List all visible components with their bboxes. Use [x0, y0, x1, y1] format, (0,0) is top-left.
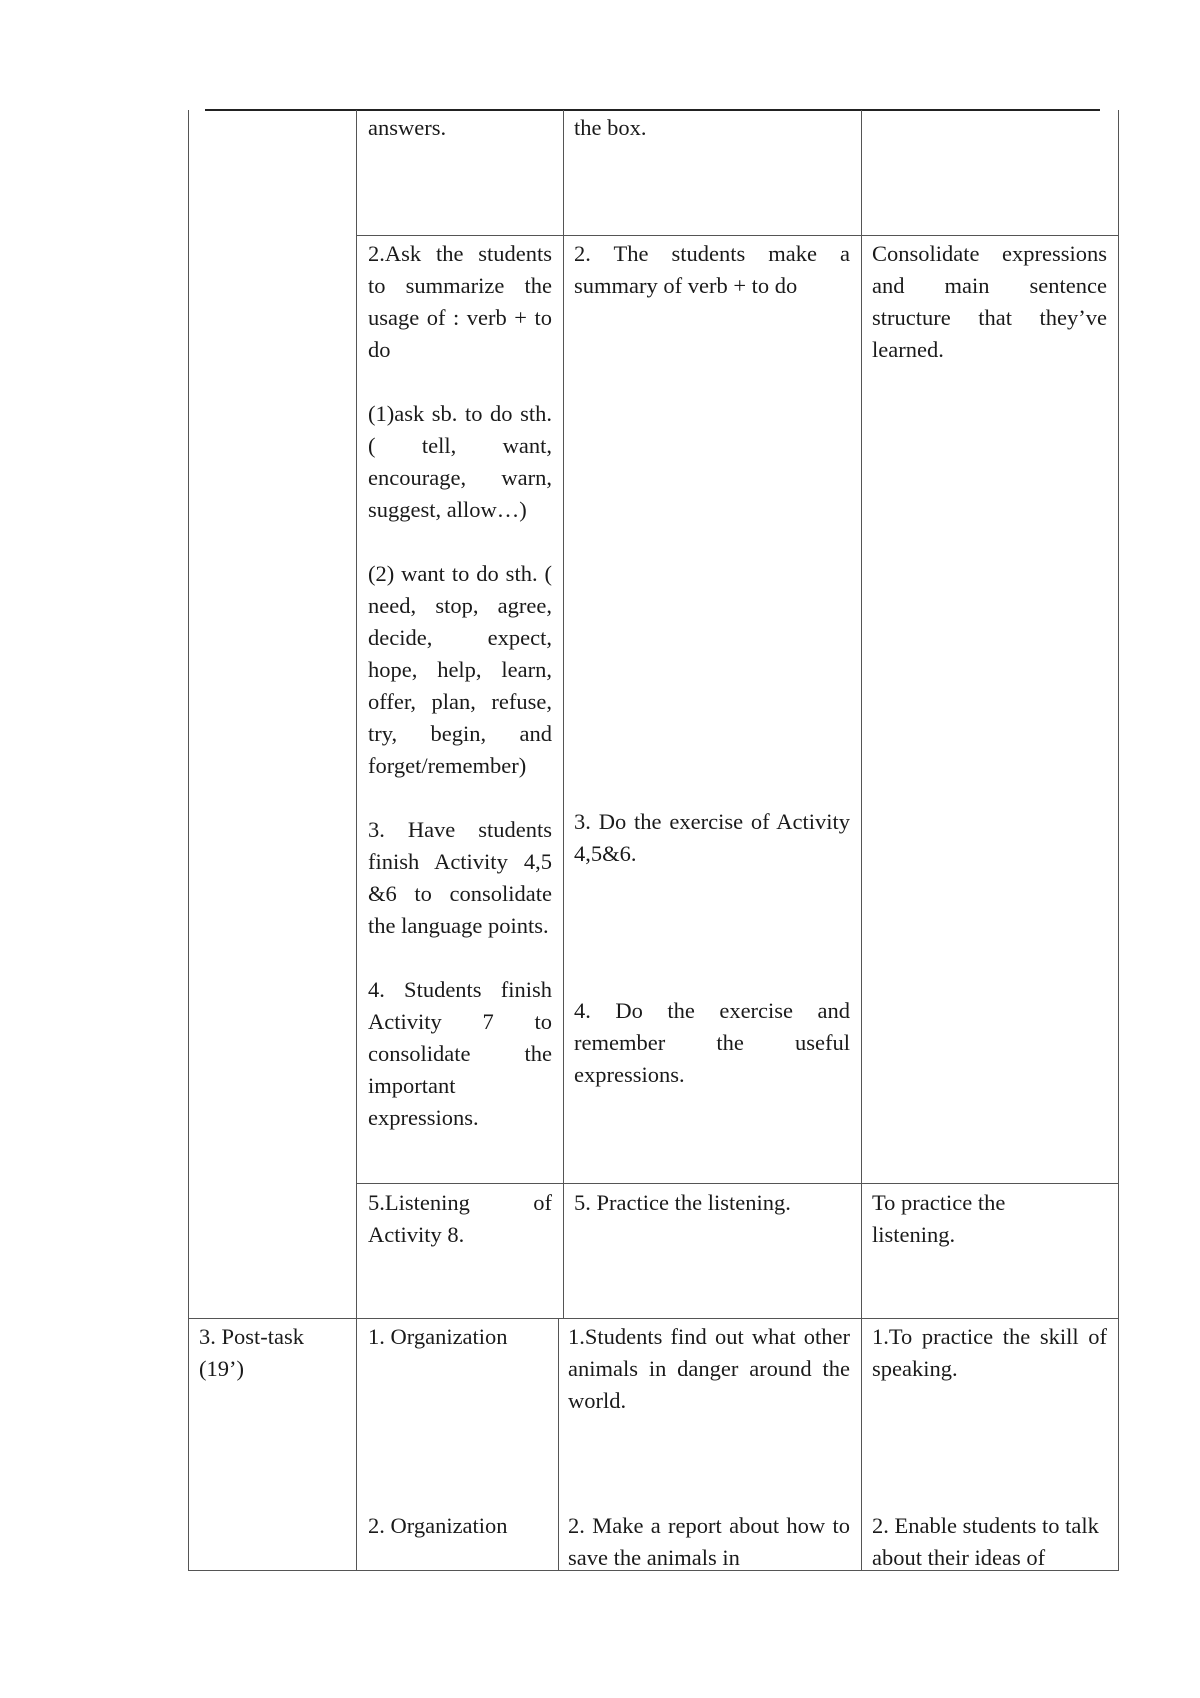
- cell-text: the box.: [574, 115, 647, 140]
- teacher-step: 1. Organization: [368, 1324, 508, 1349]
- cell-text: 5. Practice the listening.: [574, 1190, 791, 1215]
- stage-label: 3. Post-task (19’): [199, 1324, 305, 1381]
- teacher-step: (2) want to do sth. ( need, stop, agree, decide, expect, hope, help, learn, offer, plan, refuse, try, begin, and forget/remember): [368, 561, 552, 778]
- purpose-cell: [872, 1510, 1112, 1574]
- purpose-text: 2. Enable students to talk about their ideas of: [872, 1513, 1099, 1570]
- cell-text: answers.: [368, 115, 447, 140]
- purpose-cell: [872, 1321, 1107, 1385]
- row-rule-1: [356, 235, 1119, 236]
- student-step: 3. Do the exercise of Activity 4,5&6.: [574, 809, 850, 866]
- table-left-border: [188, 110, 189, 1571]
- purpose-text: Consolidate expressions and main sentence structure that they’ve learned.: [872, 241, 1107, 362]
- student-activity-cell: [574, 112, 850, 144]
- student-activity-cell: [574, 238, 850, 302]
- row-rule-3: [188, 1318, 1119, 1319]
- purpose-text: To practice the listening.: [872, 1190, 1006, 1247]
- student-activity-cell: [574, 1187, 850, 1219]
- column-divider-3: [861, 110, 862, 1571]
- student-activity-cell: [568, 1321, 850, 1417]
- student-step: 2. The students make a summary of verb + to do: [574, 241, 850, 298]
- teacher-step: (1)ask sb. to do sth. ( tell, want, encourage, warn, suggest, allow…): [368, 401, 552, 522]
- student-step: 4. Do the exercise and remember the useful expressions.: [574, 998, 850, 1087]
- stage-cell: [199, 1321, 339, 1385]
- purpose-cell: [872, 238, 1107, 366]
- purpose-text: 1.To practice the skill of speaking.: [872, 1324, 1107, 1381]
- teacher-activity-cell: [368, 1510, 552, 1542]
- student-step: 1.Students find out what other animals in danger around the world.: [568, 1324, 850, 1413]
- purpose-cell: [872, 1187, 1032, 1251]
- student-activity-cell: [568, 1510, 850, 1574]
- teacher-activity-cell: [368, 238, 552, 1134]
- table-top-rule: [205, 109, 1100, 111]
- student-step: 2. Make a report about how to save the animals in: [568, 1513, 850, 1570]
- column-divider-2-lower: [558, 1318, 559, 1571]
- student-activity-cell: [574, 806, 850, 870]
- teacher-activity-cell: [368, 1321, 552, 1353]
- cell-text: 5.Listening of Activity 8.: [368, 1190, 552, 1247]
- table-right-border: [1118, 110, 1119, 1571]
- teacher-step: 4. Students finish Activity 7 to consolidate the important expressions.: [368, 977, 552, 1130]
- teacher-activity-cell: [368, 1187, 552, 1251]
- teacher-activity-cell: [368, 112, 552, 144]
- teacher-step: 2. Organization: [368, 1513, 508, 1538]
- student-activity-cell: [574, 995, 850, 1091]
- column-divider-2-upper: [563, 110, 564, 1318]
- teacher-step: 2.Ask the students to summarize the usage of : verb + to do: [368, 241, 552, 362]
- teacher-step: 3. Have students finish Activity 4,5 &6 to consolidate the language points.: [368, 817, 552, 938]
- column-divider-1: [356, 110, 357, 1571]
- row-rule-2: [356, 1183, 1119, 1184]
